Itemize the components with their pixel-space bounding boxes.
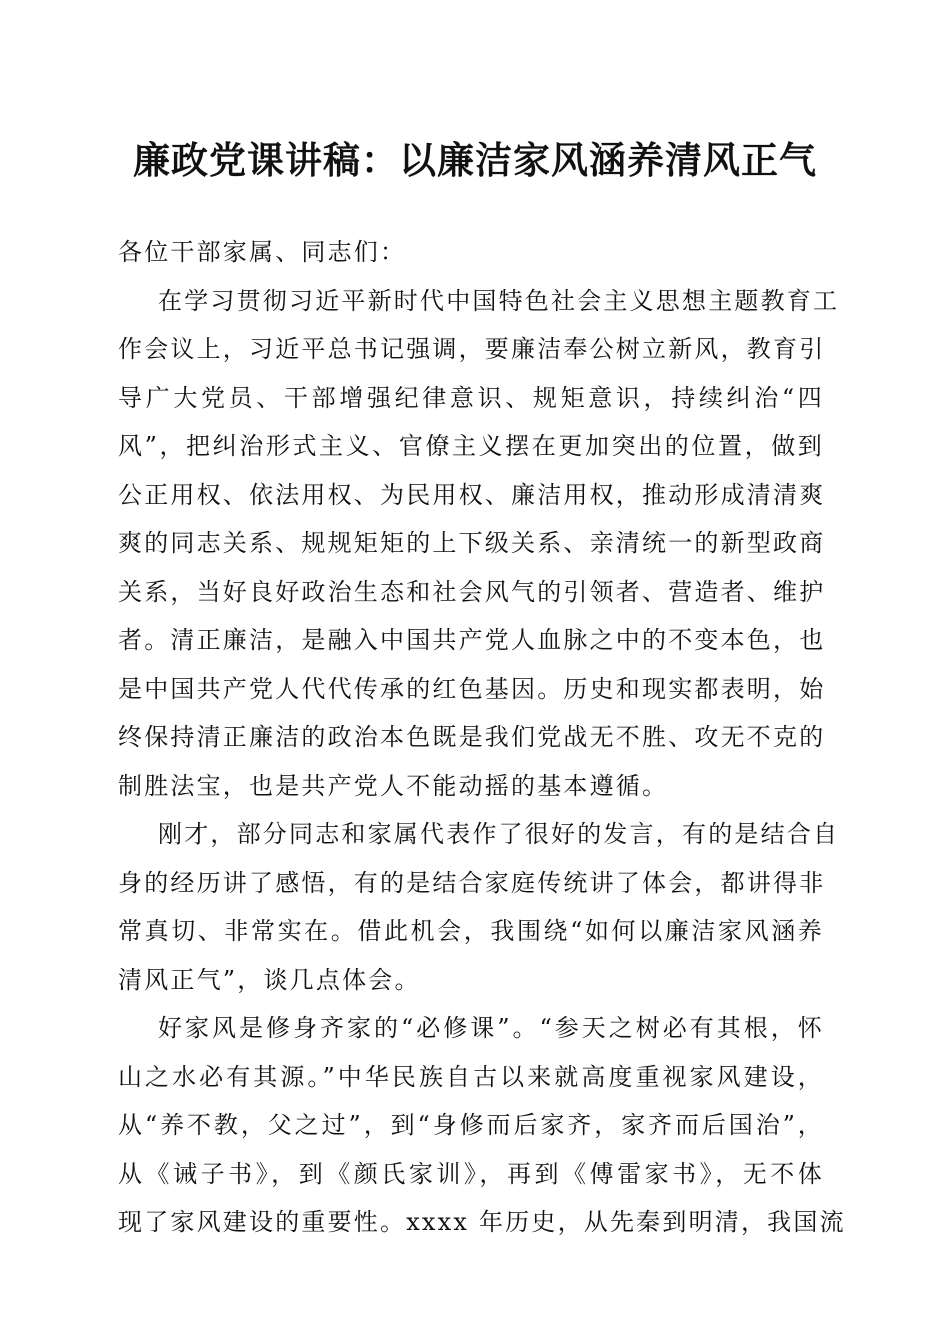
text-line: 导广大党员、干部增强纪律意识、规矩意识，持续纠治“四 bbox=[118, 383, 824, 412]
text-line: 作会议上，习近平总书记强调，要廉洁奉公树立新风，教育引 bbox=[118, 335, 826, 363]
text-line: 是中国共产党人代代传承的红色基因。历史和现实都表明，始 bbox=[118, 674, 826, 703]
text-line: 从《诫子书》，到《颜氏家训》，再到《傅雷家书》，无不体 bbox=[118, 1159, 824, 1188]
text-line: 好家风是修身齐家的“必修课”。“参天之树必有其根，怀 bbox=[158, 1014, 824, 1042]
text-line: 从“养不教，父之过”，到“身修而后家齐，家齐而后国治”， bbox=[118, 1111, 824, 1139]
text-line: 关系，当好良好政治生态和社会风气的引领者、营造者、维护 bbox=[118, 577, 826, 606]
document-title: 廉政党课讲稿：以廉洁家风涵养清风正气 bbox=[133, 138, 817, 182]
text-line: 清风正气”，谈几点体会。 bbox=[118, 965, 421, 994]
greeting-line: 各位干部家属、同志们： bbox=[118, 238, 407, 266]
text-line: 风”，把纠治形式主义、官僚主义摆在更加突出的位置，做到 bbox=[118, 432, 824, 460]
text-line: 公正用权、依法用权、为民用权、廉洁用权，推动形成清清爽 bbox=[118, 480, 826, 509]
text-line: 常真切、非常实在。借此机会，我围绕“如何以廉洁家风涵养 bbox=[118, 917, 824, 945]
text-line: 在学习贯彻习近平新时代中国特色社会主义思想主题教育工 bbox=[158, 286, 840, 315]
text-line: 者。清正廉洁，是融入中国共产党人血脉之中的不变本色，也 bbox=[118, 626, 826, 654]
paragraph-1 bbox=[118, 277, 840, 811]
document-body bbox=[118, 228, 846, 1247]
paragraph-2 bbox=[118, 810, 840, 1004]
paragraph-3 bbox=[118, 1004, 846, 1247]
text-line: 爽的同志关系、规规矩矩的上下级关系、亲清统一的新型政商 bbox=[118, 529, 826, 557]
text-line: 现了家风建设的重要性。xxxx 年历史，从先秦到明清，我国流 bbox=[118, 1208, 846, 1236]
text-line: 刚才，部分同志和家属代表作了很好的发言，有的是结合自 bbox=[158, 820, 840, 848]
text-line: 终保持清正廉洁的政治本色既是我们党战无不胜、攻无不克的 bbox=[118, 723, 826, 751]
text-line: 身的经历讲了感悟，有的是结合家庭传统讲了体会，都讲得非 bbox=[118, 868, 826, 897]
text-line: 山之水必有其源。”中华民族自古以来就高度重视家风建设， bbox=[118, 1062, 824, 1091]
text-line: 制胜法宝，也是共产党人不能动摇的基本遵循。 bbox=[118, 771, 669, 800]
